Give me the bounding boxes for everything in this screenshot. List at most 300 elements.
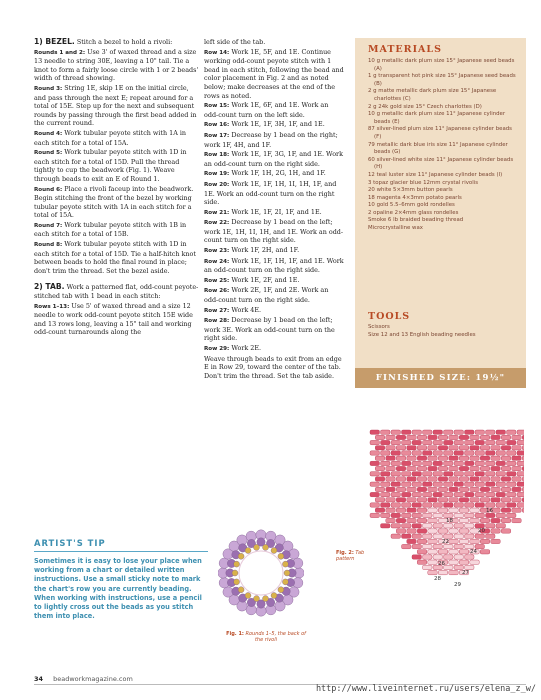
- pattern-bead: [402, 472, 412, 476]
- pattern-bead: [507, 503, 517, 507]
- closing-text: Weave through beads to exit from an edge E in Row 29, toward the center of the tab. Don't trim the thread. Set the tab aside.: [204, 354, 342, 380]
- pattern-bead: [428, 560, 438, 564]
- pattern-bead: [475, 461, 485, 465]
- tool-item: Size 12 and 13 English beading needles: [368, 331, 476, 338]
- pattern-bead: [454, 492, 464, 496]
- tools-title: TOOLS: [368, 311, 411, 322]
- tab-header: 2) TAB.: [34, 282, 65, 292]
- pattern-bead: [522, 487, 524, 491]
- step-text: Work 1E, 2F, and 1E.: [231, 275, 300, 284]
- step-label: Row 28:: [204, 318, 230, 325]
- pattern-bead: [496, 451, 506, 455]
- step-text: Work 4E.: [231, 305, 262, 314]
- pattern-bead: [433, 524, 443, 528]
- material-item: 20 white 5×3mm button pearls: [368, 187, 453, 194]
- pattern-bead: [491, 487, 501, 491]
- pattern-bead: [454, 451, 464, 455]
- pattern-bead: [480, 518, 490, 522]
- pattern-bead: [428, 529, 438, 533]
- step-text: Decrease by 1 bead on the right; work 1F, 4H, and 1F.: [204, 130, 338, 149]
- pattern-bead: [381, 503, 391, 507]
- pattern-bead: [496, 482, 506, 486]
- pattern-bead: [381, 524, 391, 528]
- row-number: 22: [442, 539, 449, 545]
- pattern-bead: [517, 451, 524, 455]
- pattern-bead: [396, 477, 406, 481]
- step-text: Work 2E, 1F, and 2E. Work an odd-count turn on the right side.: [204, 286, 329, 305]
- pattern-bead: [433, 503, 443, 507]
- bead: [284, 570, 290, 576]
- pattern-bead: [459, 518, 469, 522]
- pattern-bead: [381, 440, 391, 444]
- pattern-bead: [486, 482, 496, 486]
- row-number: 27: [462, 570, 469, 576]
- pattern-bead: [370, 461, 380, 465]
- pattern-bead: [517, 461, 524, 465]
- pattern-bead: [391, 472, 401, 476]
- pattern-bead: [417, 487, 427, 491]
- step-label: Row 16:: [204, 122, 230, 129]
- step-label: Row 14:: [204, 49, 230, 56]
- tab-row-step: [204, 48, 344, 101]
- tool-item: Scissors: [368, 324, 390, 330]
- pattern-bead: [470, 560, 480, 564]
- step-text: Decrease by 1 bead on the left; work 1E, 1H, 1I, 1H, and 1E. Work an odd-count turn on the right side.: [204, 218, 344, 245]
- pattern-bead: [486, 461, 496, 465]
- step-label: Row 19:: [204, 171, 230, 178]
- pattern-bead: [470, 508, 480, 512]
- material-item: 2 g 24k gold size 15° Czech charlottes (D): [368, 103, 482, 110]
- bezel-intro: Stitch a bezel to hold a rivoli:: [76, 38, 173, 46]
- pattern-bead: [386, 508, 396, 512]
- pattern-bead: [438, 487, 448, 491]
- pattern-bead: [402, 524, 412, 528]
- pattern-bead: [433, 430, 443, 434]
- pattern-bead: [428, 518, 438, 522]
- fig1-caption-label: Fig. 1:: [226, 631, 244, 637]
- step-text: Work 1F, 1H, 2G, 1H, and 1F.: [231, 169, 326, 178]
- pattern-bead: [386, 498, 396, 502]
- step-label: Round 6:: [34, 186, 63, 193]
- materials-list: [368, 58, 518, 233]
- pattern-bead: [438, 446, 448, 450]
- pattern-bead: [470, 466, 480, 470]
- bead-grid: [370, 430, 524, 575]
- tab-row-step: [204, 150, 344, 168]
- pattern-bead: [370, 430, 380, 434]
- pattern-bead: [449, 435, 459, 439]
- pattern-bead: [480, 435, 490, 439]
- step-text: Use 3' of waxed thread and a size 13 needle to string 30E, leaving a 10" tail. Tie a knot to form a fairly loose circle with 1 or 2 beads' width of thread showing.: [34, 47, 199, 83]
- instructions-column-2: [204, 38, 344, 381]
- pattern-bead: [438, 570, 448, 574]
- pattern-bead: [444, 503, 454, 507]
- fig2-tab-pattern: [358, 428, 524, 588]
- pattern-bead: [444, 451, 454, 455]
- tab-row-step: [204, 208, 344, 218]
- pattern-bead: [423, 461, 433, 465]
- pattern-bead: [407, 466, 417, 470]
- pattern-bead: [412, 555, 422, 559]
- step-label: Row 15:: [204, 103, 230, 110]
- tab-row-step: [204, 131, 344, 149]
- pattern-bead: [449, 570, 459, 574]
- pattern-bead: [470, 456, 480, 460]
- pattern-bead: [444, 544, 454, 548]
- bead: [278, 553, 284, 559]
- step-label: Row 26:: [204, 288, 230, 295]
- step-label: Round 4:: [34, 130, 63, 137]
- pattern-bead: [370, 482, 380, 486]
- pattern-bead: [459, 446, 469, 450]
- pattern-bead: [507, 430, 517, 434]
- pattern-bead: [391, 524, 401, 528]
- bead: [232, 570, 238, 576]
- bezel-section: [34, 38, 200, 47]
- step-text: Work tubular peyote stitch with 1A in each stitch for a total of 15A.: [34, 128, 187, 147]
- pattern-bead: [465, 492, 475, 496]
- pattern-bead: [465, 430, 475, 434]
- pattern-bead: [433, 451, 443, 455]
- pattern-bead: [423, 534, 433, 538]
- pattern-bead: [391, 513, 401, 517]
- tab-row-step: [204, 306, 344, 316]
- pattern-bead: [449, 529, 459, 533]
- pattern-bead: [465, 513, 475, 517]
- pattern-bead: [407, 477, 417, 481]
- step-text: Work 2E.: [231, 344, 262, 352]
- pattern-bead: [381, 451, 391, 455]
- pattern-bead: [391, 503, 401, 507]
- step-text: Work tubular peyote stitch with 1D in each stitch for a total of 15D. Tie a half-hitch knot between beads to hold the final round in place; don't trim the thread. Set the bezel aside.: [34, 240, 196, 275]
- pattern-bead: [428, 477, 438, 481]
- pattern-bead: [496, 524, 506, 528]
- pattern-bead: [375, 435, 385, 439]
- pattern-bead: [522, 508, 524, 512]
- pattern-bead: [433, 472, 443, 476]
- pattern-bead: [391, 534, 401, 538]
- pattern-bead: [507, 513, 517, 517]
- pattern-bead: [407, 498, 417, 502]
- pattern-bead: [512, 498, 522, 502]
- material-item: 10 gold 5.5–6mm gold rondelles: [368, 202, 455, 209]
- tab-rows-list: [204, 48, 344, 354]
- material-item: 87 silver-lined plum size 11° Japanese cylinder beads (F): [368, 126, 512, 140]
- step-text: Work 1E, 6F, and 1E. Work an odd-count turn on the left side.: [204, 101, 329, 119]
- material-item: 12 teal luster size 11° Japanese cylinder beads (I): [368, 171, 503, 178]
- pattern-bead: [475, 534, 485, 538]
- pattern-bead: [459, 466, 469, 470]
- pattern-bead: [417, 435, 427, 439]
- tab-row-step: [204, 120, 344, 130]
- step-round-6: [34, 185, 200, 220]
- pattern-bead: [465, 565, 475, 569]
- step-text: Work 1E, 1F, 3G, 1F, and 1E. Work an odd-count turn on the right side.: [204, 150, 343, 168]
- tab-row-step: [204, 276, 344, 286]
- step-text: Work 1E, 5F, and 1E. Continue working odd-count peyote stitch with 1 bead in each stitch, following the bead and color placement in Fig. 2 and as noted below; make decreases at the end of the rows as noted.: [204, 47, 344, 100]
- pattern-bead: [381, 430, 391, 434]
- fig1-bezel-illustration: [218, 528, 304, 626]
- pattern-bead: [402, 534, 412, 538]
- pattern-bead: [412, 461, 422, 465]
- pattern-bead: [501, 477, 511, 481]
- bead: [253, 596, 259, 602]
- pattern-bead: [459, 539, 469, 543]
- pattern-bead: [470, 518, 480, 522]
- pattern-bead: [423, 472, 433, 476]
- continued-text: left side of the tab.: [204, 38, 266, 46]
- materials-sidebar: [355, 38, 526, 381]
- pattern-bead: [449, 560, 459, 564]
- pattern-bead: [402, 492, 412, 496]
- pattern-bead: [402, 440, 412, 444]
- pattern-bead: [486, 451, 496, 455]
- pattern-bead: [522, 456, 524, 460]
- pattern-bead: [402, 513, 412, 517]
- pattern-bead: [381, 461, 391, 465]
- step-label: Round 7:: [34, 222, 63, 229]
- pattern-bead: [375, 508, 385, 512]
- pattern-bead: [423, 524, 433, 528]
- pattern-bead: [475, 482, 485, 486]
- pattern-bead: [459, 498, 469, 502]
- pattern-bead: [470, 487, 480, 491]
- pattern-bead: [386, 466, 396, 470]
- pattern-bead: [417, 498, 427, 502]
- step-rounds-1-2: [34, 48, 200, 83]
- pattern-bead: [454, 513, 464, 517]
- pattern-bead: [444, 482, 454, 486]
- pattern-bead: [412, 503, 422, 507]
- pattern-bead: [512, 466, 522, 470]
- pattern-bead: [391, 492, 401, 496]
- tab-row-step: [204, 180, 344, 207]
- pattern-bead: [486, 524, 496, 528]
- step-label: Row 29:: [204, 346, 230, 352]
- pattern-bead: [396, 466, 406, 470]
- pattern-bead: [465, 555, 475, 559]
- bead: [282, 579, 288, 585]
- pattern-bead: [381, 472, 391, 476]
- pattern-bead: [501, 435, 511, 439]
- pattern-bead: [438, 498, 448, 502]
- pattern-bead: [501, 487, 511, 491]
- pattern-bead: [407, 456, 417, 460]
- footer-site: beadworkmagazine.com: [53, 675, 133, 683]
- pattern-bead: [370, 440, 380, 444]
- tools-list: [368, 324, 518, 339]
- pattern-bead: [396, 498, 406, 502]
- pattern-bead: [475, 440, 485, 444]
- pattern-bead: [480, 539, 490, 543]
- tip-divider: [34, 551, 208, 552]
- pattern-bead: [459, 529, 469, 533]
- instructions-column-1: [34, 38, 200, 338]
- pattern-bead: [412, 430, 422, 434]
- material-item: 10 g metallic dark plum size 11° Japanese cylinder beads (E): [368, 111, 506, 125]
- pattern-bead: [412, 440, 422, 444]
- tab-row-step: [204, 286, 344, 304]
- page-footer: [34, 675, 133, 683]
- pattern-bead: [459, 560, 469, 564]
- pattern-bead: [480, 550, 490, 554]
- pattern-bead: [433, 555, 443, 559]
- pattern-bead: [412, 472, 422, 476]
- step-text: Work 1E, 1F, 1H, 1F, and 1E. Work an odd-count turn on the right side.: [204, 256, 344, 275]
- material-item: 2 g matte metallic dark plum size 15° Japanese charlottes (C): [368, 88, 497, 102]
- artists-tip: [34, 538, 209, 621]
- pattern-bead: [522, 446, 524, 450]
- pattern-bead: [522, 477, 524, 481]
- step-text: Work tubular peyote stitch with 1D in each stitch for a total of 15D. Pull the thread tightly to cup the beadwork (Fig. 1). Weave through beads to exit an E of Round 1.: [34, 148, 187, 183]
- pattern-bead: [522, 435, 524, 439]
- pattern-bead: [449, 508, 459, 512]
- pattern-bead: [444, 430, 454, 434]
- pattern-bead: [512, 456, 522, 460]
- pattern-bead: [444, 555, 454, 559]
- bead: [282, 561, 288, 567]
- bead: [234, 579, 240, 585]
- rivoli-center: [239, 551, 283, 595]
- step-label: Row 21:: [204, 209, 230, 216]
- pattern-bead: [522, 466, 524, 470]
- pattern-bead: [507, 492, 517, 496]
- pattern-bead: [428, 466, 438, 470]
- pattern-bead: [407, 508, 417, 512]
- pattern-bead: [423, 440, 433, 444]
- pattern-bead: [433, 534, 443, 538]
- pattern-bead: [501, 456, 511, 460]
- material-item: 1 g transparent hot pink size 15° Japanese seed beads (B): [368, 73, 516, 87]
- pattern-bead: [454, 565, 464, 569]
- fig2-caption-label: Fig. 2:: [336, 550, 354, 556]
- pattern-bead: [517, 482, 524, 486]
- pattern-bead: [491, 466, 501, 470]
- pattern-bead: [375, 456, 385, 460]
- step-label: Row 23:: [204, 248, 230, 255]
- pattern-bead: [517, 440, 524, 444]
- step-label: Rows 1–13:: [34, 303, 70, 310]
- pattern-bead: [507, 461, 517, 465]
- pattern-bead: [496, 503, 506, 507]
- step-text: Work 1E, 1F, 3H, 1F, and 1E.: [231, 120, 325, 129]
- bead: [238, 553, 244, 559]
- pattern-bead: [433, 461, 443, 465]
- pattern-bead: [486, 472, 496, 476]
- pattern-bead: [417, 508, 427, 512]
- tab-row-step: [204, 169, 344, 179]
- step-text: Work 1F, 2H, and 1F.: [231, 246, 300, 255]
- bead: [271, 593, 277, 599]
- pattern-bead: [475, 503, 485, 507]
- bezel-header: 1) BEZEL.: [34, 37, 75, 46]
- pattern-bead: [412, 544, 422, 548]
- pattern-bead: [459, 487, 469, 491]
- fig2-caption: [336, 550, 366, 563]
- pattern-bead: [423, 492, 433, 496]
- pattern-bead: [391, 440, 401, 444]
- pattern-bead: [428, 570, 438, 574]
- row-number: 18: [446, 518, 453, 524]
- pattern-bead: [433, 544, 443, 548]
- step-round-7: [34, 221, 200, 239]
- step-label: Row 17:: [204, 132, 230, 139]
- pattern-bead: [428, 539, 438, 543]
- pattern-bead: [517, 430, 524, 434]
- pattern-bead: [444, 472, 454, 476]
- pattern-bead: [417, 446, 427, 450]
- pattern-bead: [428, 446, 438, 450]
- tip-title: ARTIST'S TIP: [34, 538, 106, 548]
- pattern-bead: [386, 518, 396, 522]
- pattern-bead: [491, 498, 501, 502]
- step-label: Row 22:: [204, 220, 230, 227]
- pattern-bead: [459, 477, 469, 481]
- pattern-bead: [375, 446, 385, 450]
- tab-row-step: [204, 316, 344, 343]
- pattern-bead: [465, 451, 475, 455]
- pattern-bead: [449, 466, 459, 470]
- pattern-bead: [491, 477, 501, 481]
- pattern-bead: [391, 461, 401, 465]
- pattern-bead: [433, 492, 443, 496]
- step-round-3: [34, 84, 200, 128]
- pattern-bead: [386, 435, 396, 439]
- pattern-bead: [407, 518, 417, 522]
- step-round-4: [34, 129, 200, 147]
- pattern-bead: [381, 482, 391, 486]
- row-number: 20: [478, 528, 485, 534]
- pattern-bead: [449, 498, 459, 502]
- pattern-bead: [381, 513, 391, 517]
- pattern-bead: [423, 513, 433, 517]
- pattern-bead: [486, 534, 496, 538]
- pattern-bead: [423, 451, 433, 455]
- step-label: Row 27:: [204, 307, 230, 314]
- material-item: 2 opaline 2×4mm glass rondelles: [368, 209, 459, 216]
- bead: [271, 547, 277, 553]
- pattern-bead: [454, 461, 464, 465]
- pattern-bead: [438, 550, 448, 554]
- pattern-bead: [417, 539, 427, 543]
- pattern-bead: [417, 529, 427, 533]
- pattern-bead: [396, 487, 406, 491]
- pattern-bead: [402, 451, 412, 455]
- page-number: 34: [34, 675, 44, 683]
- step-label: Round 5:: [34, 150, 63, 157]
- pattern-bead: [501, 529, 511, 533]
- pattern-bead: [496, 461, 506, 465]
- pattern-bead: [438, 466, 448, 470]
- pattern-bead: [454, 482, 464, 486]
- step-text: String 1E, skip 1E on the initial circle, and pass through the next E; repeat around for a total of 15E. Step up for the next and subsequent rounds by passing through the first bead added in the current round.: [34, 83, 197, 128]
- pattern-bead: [444, 524, 454, 528]
- pattern-bead: [386, 477, 396, 481]
- pattern-bead: [428, 456, 438, 460]
- pattern-bead: [444, 492, 454, 496]
- pattern-bead: [480, 487, 490, 491]
- pattern-bead: [517, 503, 524, 507]
- pattern-bead: [407, 539, 417, 543]
- pattern-bead: [459, 435, 469, 439]
- material-item: Microcrystalline wax: [368, 225, 423, 232]
- pattern-bead: [480, 477, 490, 481]
- pattern-bead: [507, 472, 517, 476]
- pattern-bead: [491, 529, 501, 533]
- pattern-bead: [475, 430, 485, 434]
- pattern-bead: [454, 430, 464, 434]
- pattern-bead: [386, 446, 396, 450]
